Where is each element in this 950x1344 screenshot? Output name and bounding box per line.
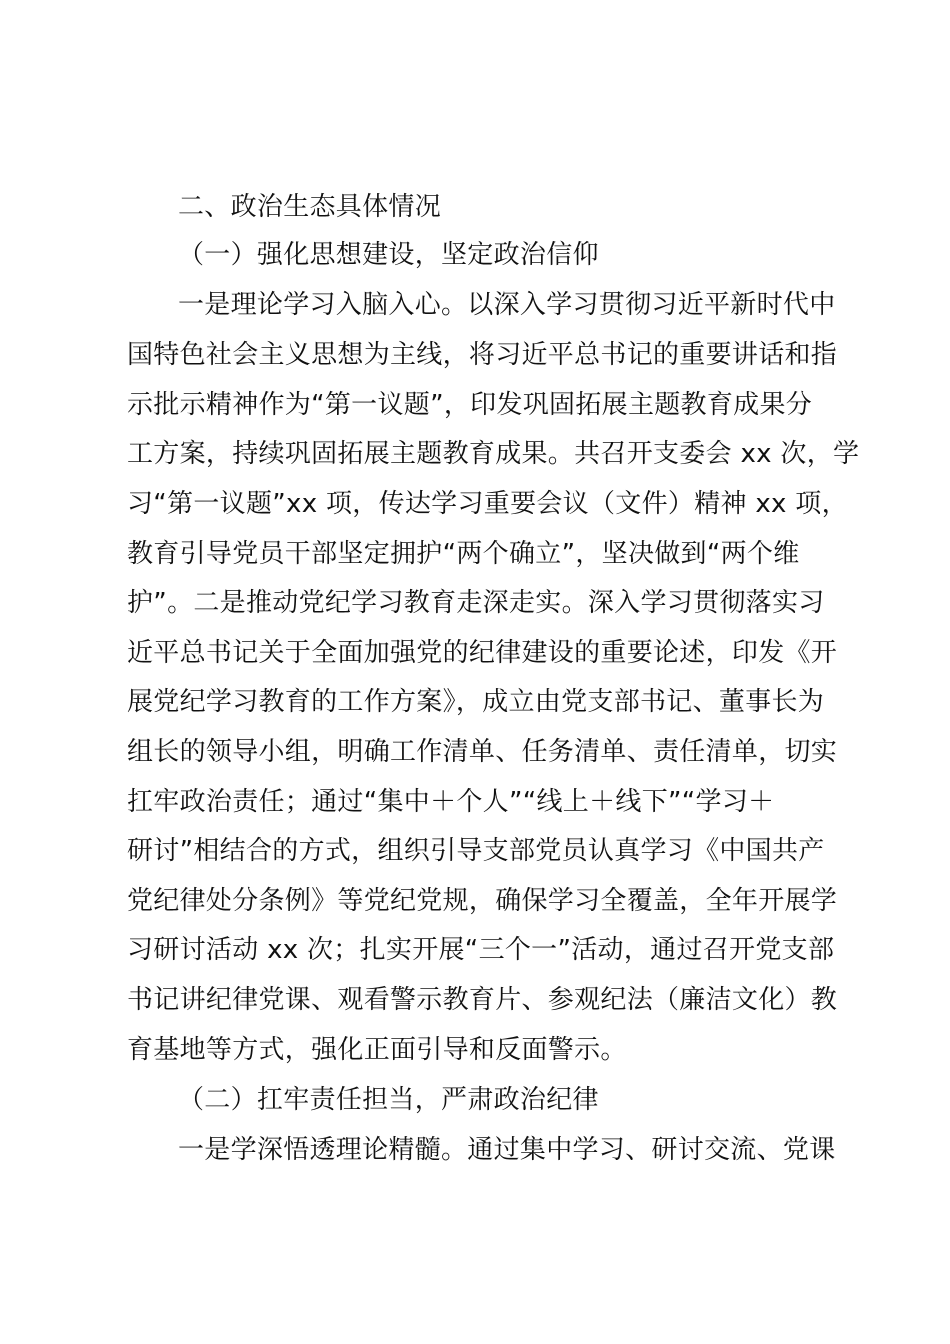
paragraph-line: 教育引导党员干部坚定拥护“两个确立”，坚决做到“两个维 bbox=[127, 539, 800, 569]
paragraph-line: 扛牢政治责任；通过“集中＋个人”“线上＋线下”“学习＋ bbox=[127, 787, 775, 817]
paragraph-line: 组长的领导小组，明确工作清单、任务清单、责任清单，切实 bbox=[127, 737, 838, 767]
paragraph-line: 近平总书记关于全面加强党的纪律建设的重要论述，印发《开 bbox=[127, 638, 838, 668]
paragraph-line: 展党纪学习教育的工作方案》，成立由党支部书记、董事长为 bbox=[127, 687, 825, 717]
paragraph-line: 示批示精神作为“第一议题”，印发巩固拓展主题教育成果分 bbox=[127, 390, 813, 420]
paragraph-line: 党纪律处分条例》等党纪党规，确保学习全覆盖，全年开展学 bbox=[127, 886, 838, 916]
paragraph-line: 国特色社会主义思想为主线，将习近平总书记的重要讲话和指 bbox=[127, 340, 838, 370]
paragraph-line: 一是理论学习入脑入心。以深入学习贯彻习近平新时代中 bbox=[178, 290, 836, 320]
paragraph-line: 工方案，持续巩固拓展主题教育成果。共召开支委会 xx 次，学 bbox=[127, 439, 860, 469]
subsection-heading: （一）强化思想建设，坚定政治信仰 bbox=[178, 240, 599, 270]
subsection-heading: （二）扛牢责任担当，严肃政治纪律 bbox=[178, 1085, 599, 1115]
paragraph-line: 书记讲纪律党课、观看警示教育片、参观纪法（廉洁文化）教 bbox=[127, 985, 838, 1015]
paragraph-line: 习“第一议题”xx 项，传达学习重要会议（文件）精神 xx 项， bbox=[127, 489, 848, 519]
paragraph-line: 研讨”相结合的方式，组织引导支部党员认真学习《中国共产 bbox=[127, 836, 825, 866]
paragraph-line: 育基地等方式，强化正面引导和反面警示。 bbox=[127, 1035, 627, 1065]
paragraph-line: 习研讨活动 xx 次；扎实开展“三个一”活动，通过召开党支部 bbox=[127, 935, 835, 965]
section-heading: 二、政治生态具体情况 bbox=[178, 192, 442, 222]
paragraph-line: 护”。二是推动党纪学习教育走深走实。深入学习贯彻落实习 bbox=[127, 588, 825, 618]
paragraph-line: 一是学深悟透理论精髓。通过集中学习、研讨交流、党课 bbox=[178, 1135, 836, 1165]
